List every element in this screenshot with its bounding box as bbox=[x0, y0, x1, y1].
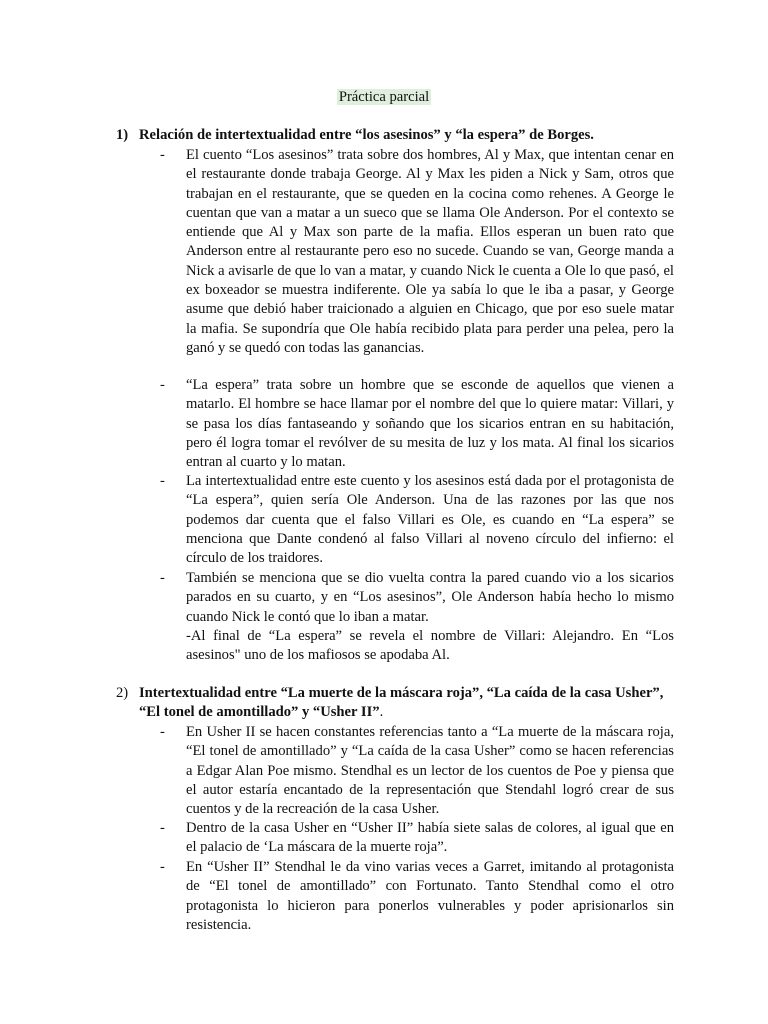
list-item-text: También se menciona que se dio vuelta contra la pared cuando vio a los sicarios parados en su cuarto, y en “Los asesinos”, Ole Anderson había hecho lo mismo cuando Nick le contó que lo iban a matar. bbox=[186, 570, 674, 625]
list-item-text: En “Usher II” Stendhal le da vino varias veces a Garret, imitando al protagonista de “El tonel de amontillado” con Fortunato. Tanto Stendhal como el otro protagonista lo hicieron para ponerlos vulnerables y poder aprisionarlos sin resistencia. bbox=[186, 859, 674, 933]
list-item bbox=[186, 723, 674, 819]
list-bullet: - bbox=[160, 820, 165, 836]
section-2-title: Intertextualidad entre “La muerte de la máscara roja”, “La caída de la casa Usher”, “El tonel de amontillado” y “Usher II” bbox=[139, 685, 664, 721]
list-bullet: - bbox=[160, 473, 165, 489]
list-item-text: El cuento “Los asesinos” trata sobre dos hombres, Al y Max, que intentan cenar en el restaurante donde trabaja George. Al y Max les piden a Nick y Sam, otros que trabajan en el restaurante, que se queden en la cocina como rehenes. A George le cuentan que van a matar a un sueco que se llama Ole Anderson. Por el contexto se entiende que Al y Max son parte de la mafia. Ellos esperan un buen rato que Anderson entre al restaurante pero eso no sucede. Cuando se van, George manda a Nick a avisarle de que lo van a matar, y cuando Nick le cuenta a Ole lo que pasó, el ex boxeador se muestra indiferente. Ole ya sabía lo que le iba a pasar, y George asume que debió haber traicionado a alguien en Chicago, que por eso suele matar la mafia. Se supondría que Ole había recibido plata para perder una pelea, pero la ganó y se quedó con todas las ganancias. bbox=[186, 147, 674, 356]
list-item-text: En Usher II se hacen constantes referencias tanto a “La muerte de la máscara roja, “El tonel de amontillado” y “La caída de la casa Usher” como se hacen referencias a Edgar Alan Poe mismo. Stendhal es un lector de los cuentos de Poe y piensa que el autor estaría encantado de la representación que Stendahl logró crear de sus cuentos y de la recreación de la casa Usher. bbox=[186, 724, 674, 818]
list-item-continuation: -Al final de “La espera” se revela el nombre de Villari: Alejandro. En “Los asesinos" uno de los mafiosos se apodaba Al. bbox=[186, 627, 674, 664]
list-item bbox=[186, 858, 674, 935]
section-2-number: 2) bbox=[116, 685, 129, 701]
list-bullet: - bbox=[160, 377, 165, 393]
list-item bbox=[186, 376, 674, 472]
list-item-text: “La espera” trata sobre un hombre que se esconde de aquellos que vienen a matarlo. El hombre se hace llamar por el nombre del que lo quiere matar: Villari, y se pasa los días fantaseando y soñando que los sicarios entran en su habitación, pero él logra tomar el revólver de su mesita de luz y los mata. Al final los sicarios entran al cuarto y lo matan. bbox=[186, 377, 674, 471]
list-item-text: La intertextualidad entre este cuento y los asesinos está dada por el protagonista de “La espera”, quien sería Ole Anderson. Una de las razones por las que nos podemos dar cuenta que el falso Villari es Ole, es cuando en “La espera” se menciona que Dante condenó al falso Villari al noveno círculo del infierno: el círculo de los traidores. bbox=[186, 473, 674, 567]
list-bullet: - bbox=[160, 724, 165, 740]
list-item bbox=[186, 569, 674, 665]
list-bullet: - bbox=[160, 570, 165, 586]
page-title-text: Práctica parcial bbox=[338, 89, 430, 105]
list-item bbox=[186, 472, 674, 568]
section-1-title: Relación de intertextualidad entre “los asesinos” y “la espera” de Borges. bbox=[139, 127, 594, 143]
list-item bbox=[186, 146, 674, 358]
page-title bbox=[0, 88, 768, 107]
list-item-text: Dentro de la casa Usher en “Usher II” había siete salas de colores, al igual que en el palacio de ‘La máscara de la muerte roja”. bbox=[186, 820, 674, 856]
section-2-title-suffix: . bbox=[379, 704, 384, 721]
list-bullet: - bbox=[160, 147, 165, 163]
list-bullet: - bbox=[160, 859, 165, 875]
list-item bbox=[186, 819, 674, 858]
section-2-title-wrap bbox=[139, 684, 679, 723]
section-1-number: 1) bbox=[116, 127, 129, 143]
